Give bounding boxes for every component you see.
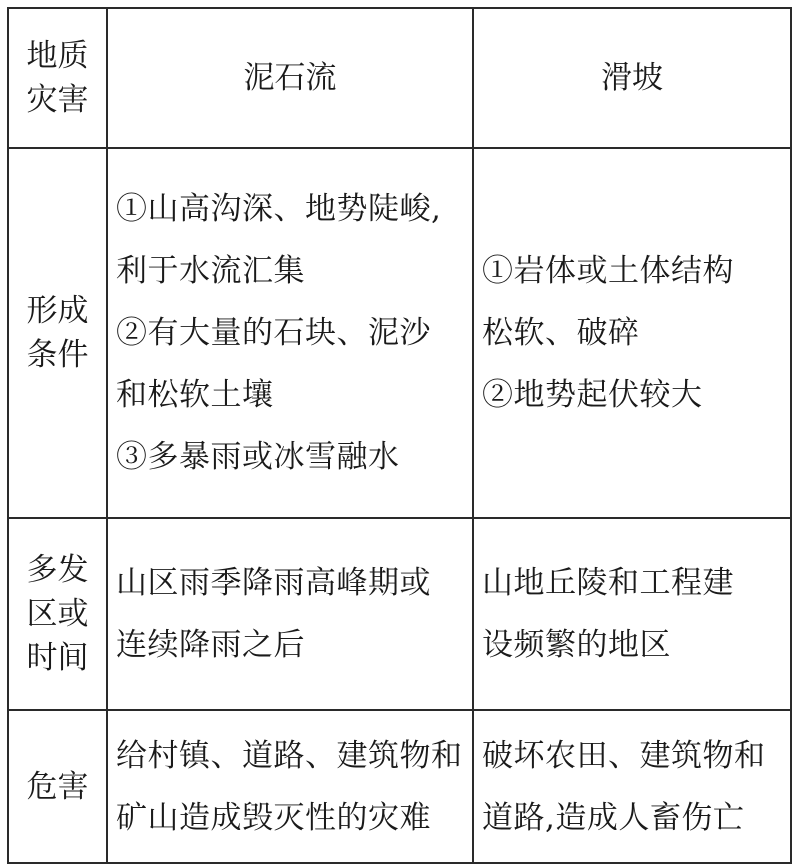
geologic-hazard-table-frame <box>7 7 790 862</box>
geologic-hazard-table <box>7 7 792 864</box>
table-row <box>8 148 791 518</box>
table-row <box>8 710 791 863</box>
debris-flow-frequent-cell <box>107 518 473 710</box>
row-label-line: 时间 <box>26 640 89 676</box>
row-label-frequent-area-or-time <box>8 518 107 710</box>
header-row <box>8 8 791 148</box>
landslide-hazard-cell <box>473 710 791 863</box>
cell-line: 矿山造成毁灭性的灾难 <box>116 799 431 836</box>
row-label-hazards <box>8 710 107 863</box>
landslide-formation-cell <box>473 148 791 518</box>
cell-line: 破坏农田、建筑物和 <box>482 737 766 774</box>
cell-line: 利于水流汇集 <box>116 253 305 289</box>
cell-line: 道路,造成人畜伤亡 <box>482 799 745 836</box>
cell-line: 山区雨季降雨高峰期或 <box>116 565 431 601</box>
cell-line: 和松软土壤 <box>116 377 274 413</box>
cell-line: ①岩体或土体结构 <box>482 253 734 289</box>
column-header-landslide: 滑坡 <box>473 8 791 148</box>
cell-line: 连续降雨之后 <box>116 627 305 663</box>
row-label-line: 形成 <box>26 293 89 329</box>
cell-line: 松软、破碎 <box>482 315 640 351</box>
debris-flow-hazard-cell <box>107 710 473 863</box>
debris-flow-formation-cell <box>107 148 473 518</box>
row-label-line: 危害 <box>26 768 89 805</box>
row-label-line: 区或 <box>26 596 89 632</box>
corner-label-line: 地质 <box>26 38 89 74</box>
corner-header-cell <box>8 8 107 148</box>
landslide-frequent-cell <box>473 518 791 710</box>
cell-line: ②地势起伏较大 <box>482 377 703 413</box>
table-row <box>8 518 791 710</box>
cell-line: ①山高沟深、地势陡峻, <box>116 191 442 227</box>
cell-line: ②有大量的石块、泥沙 <box>116 315 431 351</box>
row-label-formation-conditions <box>8 148 107 518</box>
cell-line: ③多暴雨或冰雪融水 <box>116 439 400 475</box>
row-label-line: 条件 <box>26 337 89 373</box>
corner-label-line: 灾害 <box>26 82 89 118</box>
cell-line: 设频繁的地区 <box>482 627 671 663</box>
column-header-debris-flow: 泥石流 <box>107 8 473 148</box>
cell-line: 山地丘陵和工程建 <box>482 565 734 601</box>
row-label-line: 多发 <box>26 552 89 588</box>
cell-line: 给村镇、道路、建筑物和 <box>116 737 463 774</box>
